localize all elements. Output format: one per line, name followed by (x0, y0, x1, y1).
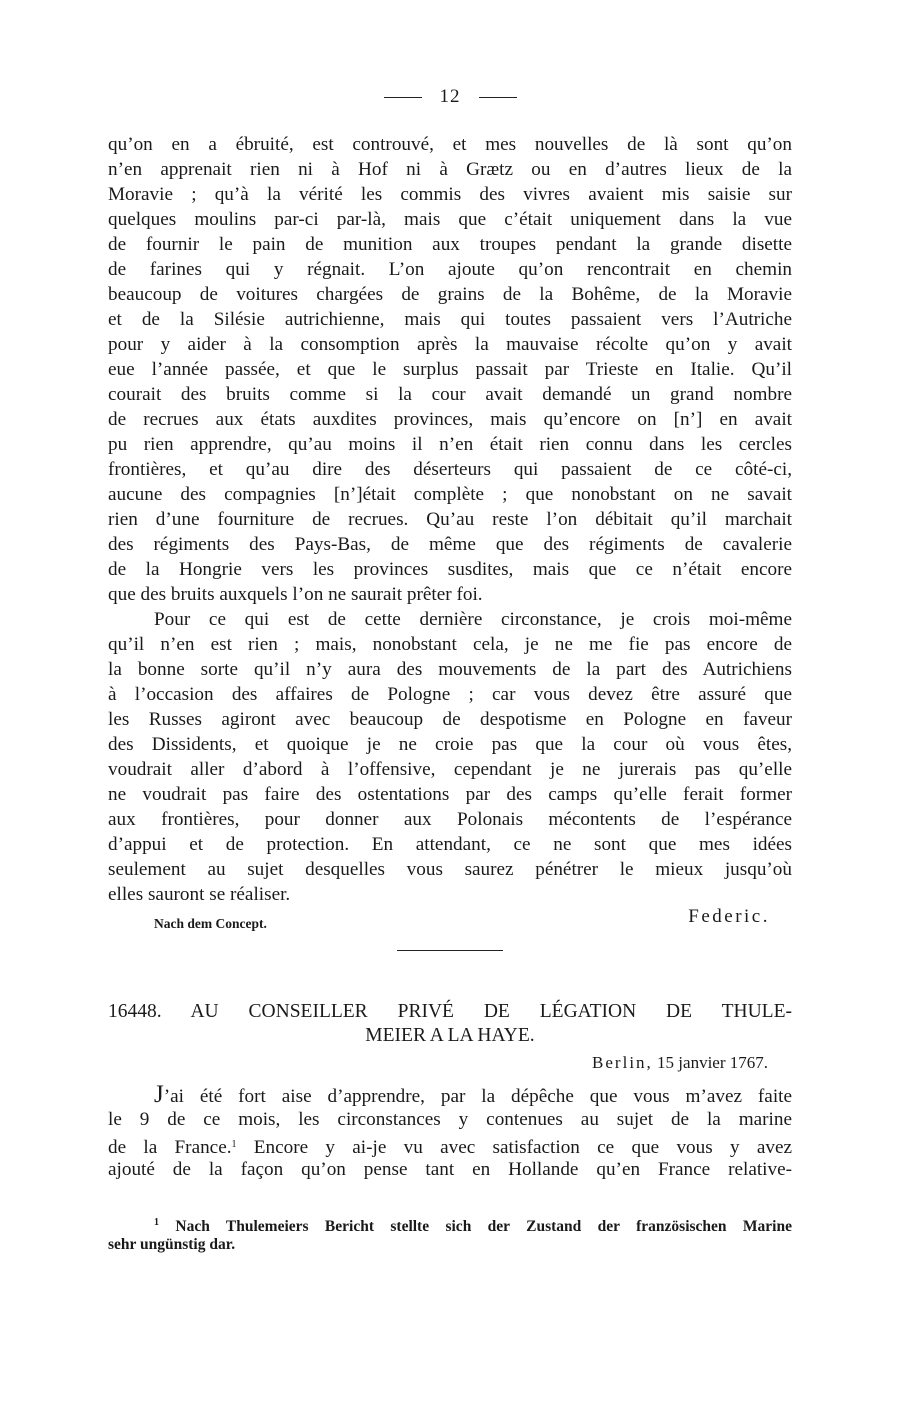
heading-line: MEIER A LA HAYE. (365, 1025, 535, 1046)
text-line: la bonne sorte qu’il n’y aura des mouvements de la part des Autrichiens (108, 659, 792, 680)
heading-line: 16448. AU CONSEILLER PRIVÉ DE LÉGATION DE THULE- (108, 1001, 792, 1022)
text-line: Pour ce qui est de cette dernière circonstance, je crois moi-même (154, 609, 792, 630)
footnote-ref: 1 (231, 1139, 237, 1150)
text-line: que des bruits auxquels l’on ne saurait prêter foi. (108, 584, 483, 605)
text-line: ne voudrait pas faire des ostentations par des camps qu’elle ferait former (108, 784, 792, 805)
text-line: qu’il n’en est rien ; mais, nonobstant cela, je ne me fie pas encore de (108, 634, 792, 655)
dateline (592, 1053, 768, 1073)
header-rule-left (384, 97, 422, 98)
text-line: aucune des compagnies [n’]était complète ; que nonobstant on ne savait (108, 484, 792, 505)
letter1-paragraph1 (108, 132, 792, 607)
text-fragment: de la France. (108, 1137, 232, 1158)
text-line: de fournir le pain de munition aux troupes pendant la grande disette (108, 234, 792, 255)
letter2-heading (108, 1000, 792, 1048)
text-line: pu rien apprendre, qu’au moins il n’en était rien connu dans les cercles (108, 434, 792, 455)
text-fragment: Encore y ai-je vu avec satisfaction ce que vous y avez (253, 1137, 792, 1158)
text-line: n’en apprenait rien ni à Hof ni à Grætz ou en d’autres lieux de la (108, 159, 792, 180)
text-line: de la Hongrie vers les provinces susdites, mais que ce n’était encore (108, 559, 792, 580)
text-fragment: Nach Thulemeiers Bericht stellte sich der Zustand der französischen Marine (175, 1218, 792, 1235)
text-line: rien d’une fourniture de recrues. Qu’au reste l’on débitait qu’il marchait (108, 509, 792, 530)
text-line: aux frontières, pour donner aux Polonais mécontents de l’espérance (108, 809, 792, 830)
text-line: d’appui et de protection. En attendant, ce ne sont que mes idées (108, 834, 792, 855)
text-line: eue l’année passée, et que le surplus passait par Trieste en Italie. Qu’il (108, 359, 792, 380)
text-line: Moravie ; qu’à la vérité les commis des vivres avaient mis saisie sur (108, 184, 792, 205)
text-line: à l’occasion des affaires de Pologne ; car vous devez être assuré que (108, 684, 792, 705)
page-number: 12 (439, 86, 461, 107)
signature: Federic. (688, 906, 770, 927)
text-line: frontières, et qu’au dire des déserteurs qui passaient de ce côté-ci, (108, 459, 792, 480)
footnote-marker: 1 (154, 1217, 159, 1228)
text-line: qu’on en a ébruité, est controuvé, et mes nouvelles de là sont qu’on (108, 134, 792, 155)
footnote-line: sehr ungünstig dar. (108, 1236, 236, 1253)
text-line: des Dissidents, et quoique je ne croie pas que la cour où vous êtes, (108, 734, 792, 755)
letter1-closing (108, 906, 792, 934)
page-header (0, 86, 900, 108)
text-line: les Russes agiront avec beaucoup de despotisme en Pologne en faveur (108, 709, 792, 730)
text-line: de farines qui y régnait. L’on ajoute qu’on rencontrait en chemin (108, 259, 792, 280)
text-line: ajouté de la façon qu’on pense tant en Hollande qu’en France relative- (108, 1159, 792, 1180)
date: 15 janvier 1767. (657, 1053, 768, 1072)
text-line: et de la Silésie autrichienne, mais qui toutes passaient vers l’Autriche (108, 309, 792, 330)
date-place: Berlin, (592, 1053, 653, 1072)
text-line: des régiments des Pays-Bas, de même que des régiments de cavalerie (108, 534, 792, 555)
text-line (108, 1132, 792, 1157)
letter2-body (108, 1082, 792, 1182)
text-line: elles sauront se réaliser. (108, 884, 291, 905)
initial-letter: J (154, 1081, 164, 1108)
footnote (108, 1212, 792, 1256)
text-line: quelques moulins par-ci par-là, mais que c’était uniquement dans la vue (108, 209, 792, 230)
text-line: de recrues aux états auxdites provinces, mais qu’encore on [n’] en avait (108, 409, 792, 430)
letter1-body (108, 132, 792, 907)
text-line: seulement au sujet desquelles vous saurez pénétrer le mieux jusqu’où (108, 859, 792, 880)
source-note: Nach dem Concept. (154, 916, 267, 931)
letter1-paragraph2 (108, 607, 792, 907)
footnote-line (108, 1212, 792, 1234)
text-line: beaucoup de voitures chargées de grains de la Bohême, de la Moravie (108, 284, 792, 305)
section-divider (397, 950, 503, 951)
header-rule-right (479, 97, 517, 98)
text-line: le 9 de ce mois, les circonstances y contenues au sujet de la marine (108, 1109, 792, 1130)
text-line: pour y aider à la consomption après la mauvaise récolte qu’on y avait (108, 334, 792, 355)
text-line: voudrait aller d’abord à l’offensive, cependant je ne jurerais pas qu’elle (108, 759, 792, 780)
text-line: courait des bruits comme si la cour avait demandé un grand nombre (108, 384, 792, 405)
text-line (108, 1082, 792, 1107)
text-fragment: ’ai été fort aise d’apprendre, par la dépêche que vous m’avez faite (163, 1086, 792, 1107)
